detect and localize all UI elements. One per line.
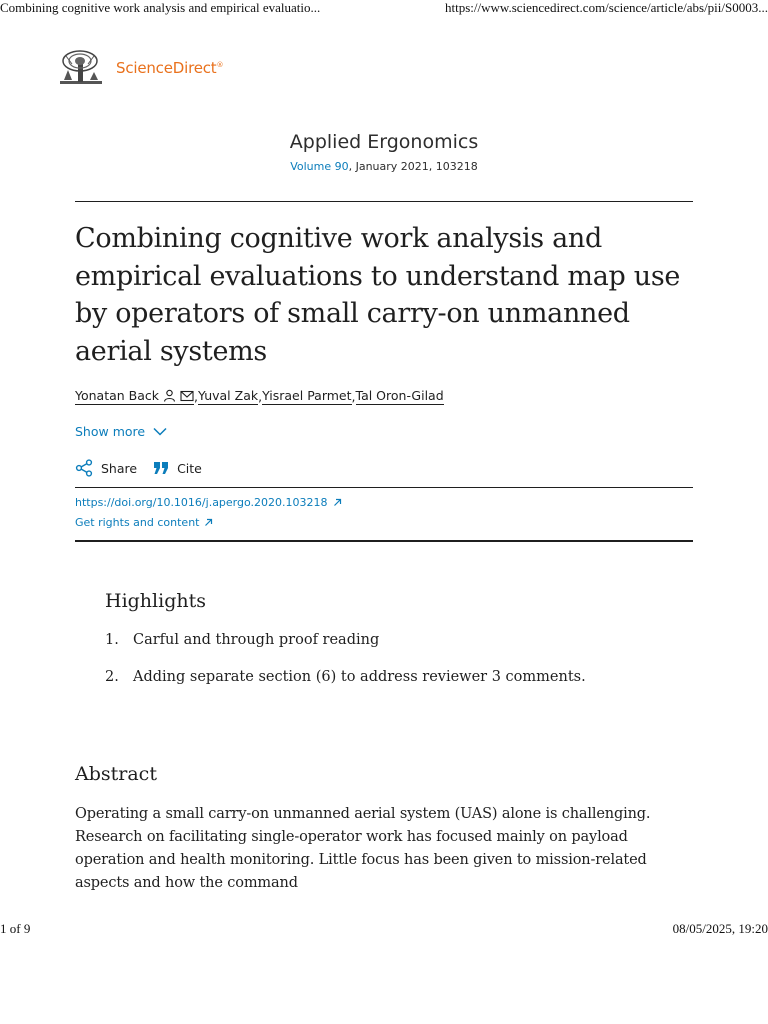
print-footer <box>0 921 768 937</box>
quote-icon <box>153 461 169 475</box>
show-more-button[interactable] <box>75 424 167 439</box>
person-icon <box>163 389 176 402</box>
chevron-down-icon <box>153 427 167 436</box>
print-page-url: https://www.sciencedirect.com/science/article/abs/pii/S0003... <box>445 0 768 15</box>
cite-button[interactable] <box>153 461 202 476</box>
author-link[interactable]: Tal Oron-Gilad <box>355 388 444 403</box>
divider <box>75 487 693 488</box>
share-button[interactable] <box>75 459 137 477</box>
divider <box>75 201 693 202</box>
author-link[interactable] <box>75 388 194 405</box>
author-separator: , <box>351 389 356 404</box>
volume-line <box>0 160 768 173</box>
elsevier-tree-icon <box>60 50 102 86</box>
author-link[interactable]: Yuval Zak <box>198 388 259 403</box>
article-title: Combining cognitive work analysis and empirical evaluations to understand map use by operators of small carry-on unmanned aerial systems <box>75 223 681 367</box>
list-item <box>105 632 379 648</box>
print-page-title: Combining cognitive work analysis and empirical evaluatio... <box>0 0 321 15</box>
highlights-heading: Highlights <box>105 590 206 612</box>
external-link-icon <box>333 498 342 507</box>
abstract-heading: Abstract <box>75 763 157 785</box>
divider <box>75 540 693 542</box>
share-icon <box>75 459 93 477</box>
print-datetime: 08/05/2025, 19:20 <box>672 921 768 936</box>
author-name: Yonatan Back <box>75 388 160 403</box>
abstract-text: Operating a small carry-on unmanned aerial system (UAS) alone is challenging. Research on facilitating single-operator work has focused mainly on payload operation and health monitoring. Little focus has been given to mission-related aspects and how the command <box>75 806 651 891</box>
envelope-icon <box>180 390 194 402</box>
journal-title[interactable]: Applied Ergonomics <box>289 131 479 153</box>
page-count: 1 of 9 <box>0 921 31 936</box>
volume-link[interactable]: Volume 90 <box>290 160 349 173</box>
print-header <box>0 0 768 16</box>
brand-name: ScienceDirect <box>116 59 217 77</box>
rights-text: Get rights and content <box>75 516 200 529</box>
list-text: Adding separate section (6) to address reviewer 3 comments. <box>133 669 586 685</box>
cite-label: Cite <box>177 460 202 476</box>
doi-link[interactable] <box>75 496 342 509</box>
author-separator: , <box>194 389 198 404</box>
external-link-icon <box>204 518 213 527</box>
issue-details: , January 2021, 103218 <box>348 160 478 173</box>
author-separator: , <box>258 389 263 404</box>
share-label: Share <box>101 460 138 476</box>
rights-link[interactable] <box>75 516 213 529</box>
list-item <box>105 669 586 685</box>
author-link[interactable]: Yisrael Parmet <box>262 388 352 403</box>
show-more-label: Show more <box>75 424 146 439</box>
doi-text: https://doi.org/10.1016/j.apergo.2020.103218 <box>75 496 328 509</box>
list-number: 1. <box>105 632 119 648</box>
sciencedirect-logo[interactable] <box>60 50 223 86</box>
article-actions <box>75 459 218 477</box>
list-text: Carful and through proof reading <box>133 632 380 648</box>
list-number: 2. <box>105 669 119 685</box>
brand-mark: ® <box>216 61 224 69</box>
author-list <box>75 388 444 405</box>
